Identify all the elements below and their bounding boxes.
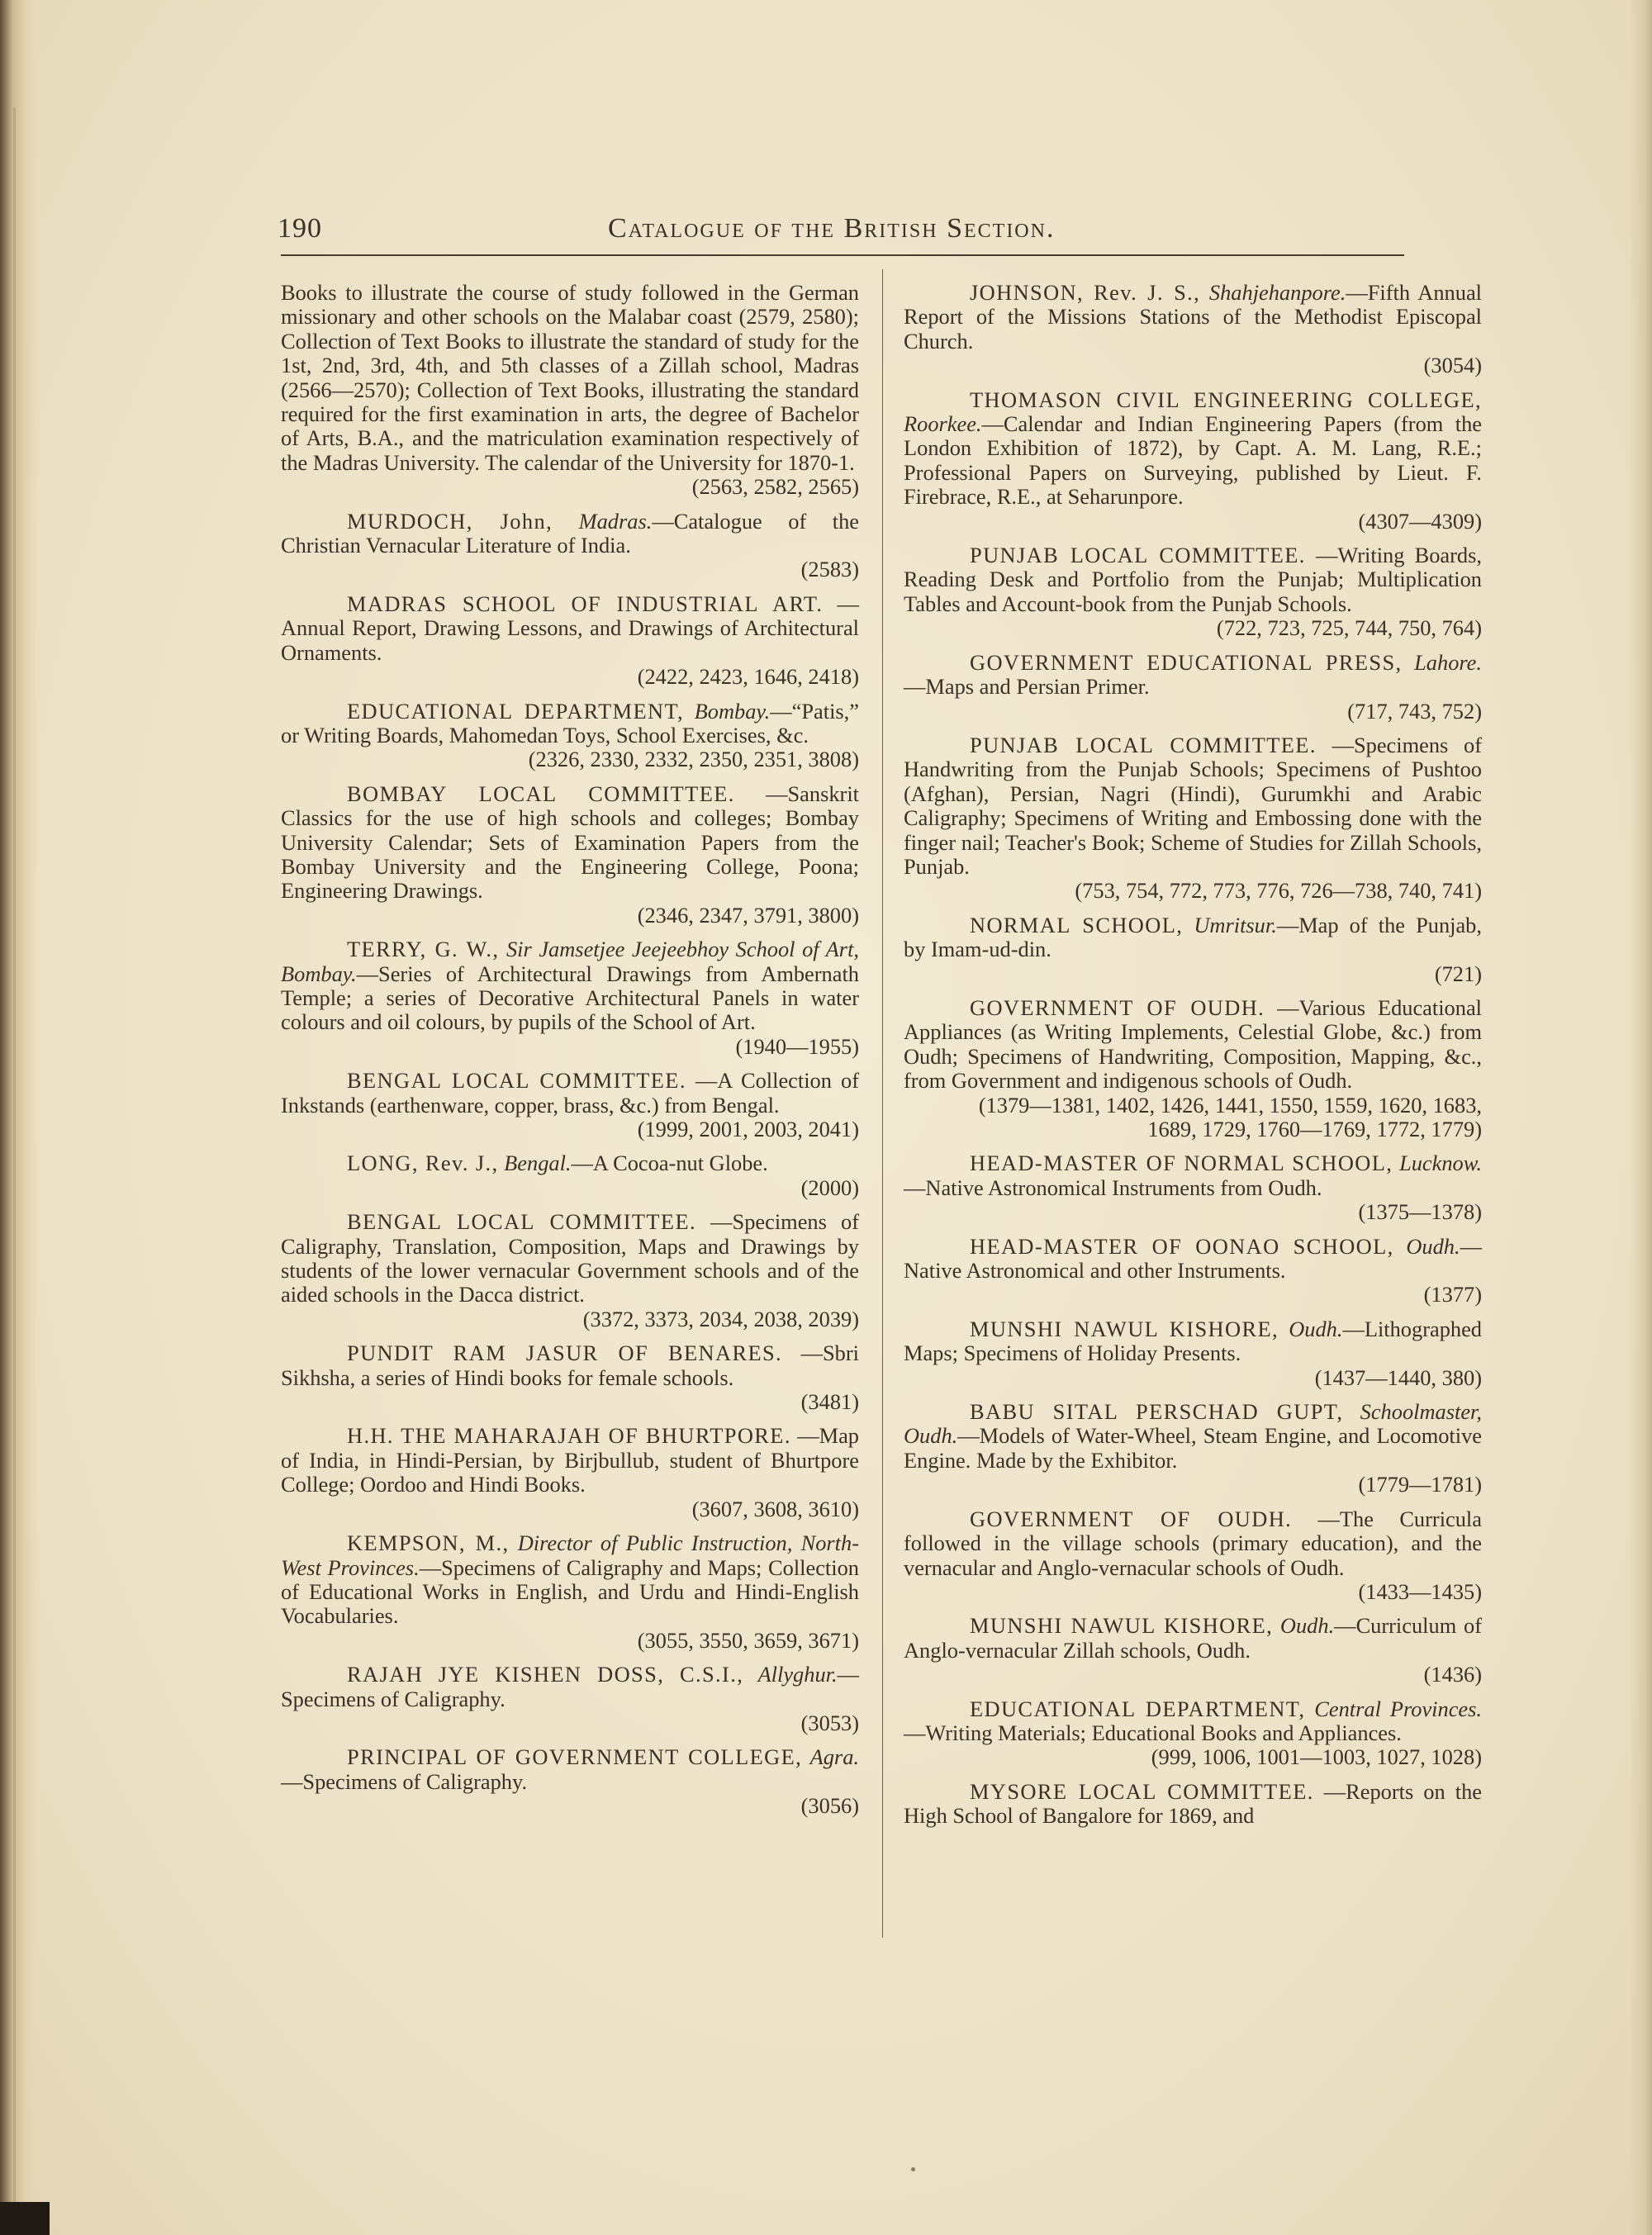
catalogue-entry (904, 733, 1482, 904)
entry-description: Books to illustrate the course of study followed in the German missionary and other schools on the Malabar coast (2579, 2580); Collection of Text Books to illustrate the standard of study for the 1st, 2nd, 3rd, 4th, and 5th classes of a Zillah school, Madras (2566—2570); Collection of Text Books, illustrating the standard required for the first examination in arts, the degree of Bachelor of Arts, B.A., and the matriculation examination respectively of the Madras University. The calendar of the University for 1870-1. (281, 280, 859, 475)
entry-place: Bengal. (504, 1151, 572, 1176)
entry-catalogue-numbers: (1433—1435) (1358, 1578, 1482, 1604)
entry-exhibitor: MYSORE LOCAL COMMITTEE. (970, 1778, 1314, 1804)
entry-description: —Specimens of Caligraphy. (281, 1768, 528, 1794)
entry-exhibitor: JOHNSON, Rev. J. S., (970, 280, 1201, 305)
entry-exhibitor: EDUCATIONAL DEPARTMENT, (970, 1696, 1306, 1721)
entry-catalogue-numbers: (717, 743, 752) (1347, 698, 1482, 724)
entry-catalogue-numbers: (1437—1440, 380) (1314, 1364, 1482, 1390)
entry-place: Director of Public Instruction, North-West Provinces. (281, 1530, 859, 1580)
entry-catalogue-numbers: (3481) (800, 1389, 859, 1415)
entry-description: —Fifth Annual Report of the Missions Stations of the Methodist Episcopal Church. (904, 280, 1482, 354)
entry-catalogue-numbers: (4307—4309) (1358, 508, 1482, 534)
entry-catalogue-numbers: (3053) (800, 1710, 859, 1735)
entry-place: Umritsur. (1194, 912, 1277, 937)
catalogue-entry (904, 996, 1482, 1141)
entry-place: Allyghur. (757, 1662, 838, 1687)
entry-description: —A Cocoa-nut Globe. (571, 1151, 768, 1176)
entry-place: Sir Jamsetjee Jeejeebhoy School of Art, Bombay. (281, 937, 859, 986)
entry-catalogue-numbers: (753, 754, 772, 773, 776, 726—738, 740, 741) (1075, 878, 1482, 904)
entry-description: —Curriculum of Anglo-vernacular Zillah schools, Oudh. (904, 1613, 1482, 1663)
entry-catalogue-numbers: (2422, 2423, 1646, 2418) (637, 664, 859, 690)
catalogue-entry (904, 651, 1482, 724)
entry-description: —Map of India, in Hindi-Persian, by Birjbullub, student of Bhurtpore College; Oordoo and Hindi Books. (281, 1423, 859, 1497)
entry-exhibitor: MADRAS SCHOOL OF INDUSTRIAL ART. (347, 591, 824, 616)
catalogue-entry (904, 1235, 1482, 1307)
page-edge (1629, 0, 1652, 2235)
entry-exhibitor: TERRY, G. W., (347, 937, 500, 962)
entry-description: —Maps and Persian Primer. (904, 674, 1150, 700)
entry-place: Oudh. (1406, 1233, 1460, 1259)
entry-catalogue-numbers: (1779—1781) (1358, 1472, 1482, 1497)
entry-exhibitor: LONG, Rev. J., (347, 1151, 499, 1176)
entry-place: Central Provinces. (1314, 1696, 1482, 1721)
catalogue-entry (281, 1424, 859, 1521)
catalogue-entry (281, 1745, 859, 1818)
catalogue-entry (281, 510, 859, 582)
entry-exhibitor: HEAD-MASTER OF OONAO SCHOOL, (970, 1233, 1394, 1259)
entry-description: —“Patis,” or Writing Boards, Mahomedan Toys, School Exercises, &c. (281, 698, 859, 747)
catalogue-entry (904, 1697, 1482, 1770)
catalogue-entry (904, 281, 1482, 378)
entry-description: —Sanskrit Classics for the use of high schools and colleges; Bombay University Calendar; Sets of Examination Papers from the Bombay University and the Engineering College, Poona; Engineering Drawings. (281, 781, 859, 904)
entry-catalogue-numbers: (1377) (1423, 1282, 1482, 1307)
entry-exhibitor: GOVERNMENT EDUCATIONAL PRESS, (970, 649, 1403, 675)
right-column (904, 281, 1482, 1839)
catalogue-entry (281, 281, 859, 500)
entry-exhibitor: H.H. THE MAHARAJAH OF BHURTPORE. (347, 1423, 791, 1449)
entry-exhibitor: BENGAL LOCAL COMMITTEE. (347, 1068, 686, 1094)
entry-description: —Sbri Sikhsha, a series of Hindi books for female schools. (281, 1341, 859, 1390)
entry-exhibitor: THOMASON CIVIL ENGINEERING COLLEGE, (970, 387, 1482, 412)
entry-description: —Specimens of Caligraphy, Translation, Composition, Maps and Drawings by students of the lower vernacular Government schools and of the aided schools in the Dacca district. (281, 1209, 860, 1307)
catalogue-entry (281, 1663, 859, 1735)
entry-place: Roorkee. (904, 411, 982, 437)
entry-description: —Reports on the High School of Bangalore for 1869, and (904, 1778, 1482, 1829)
entry-catalogue-numbers: (999, 1006, 1001—1003, 1027, 1028) (1151, 1744, 1482, 1770)
entry-place: Madras. (578, 508, 653, 534)
entry-place: Shahjehanpore. (1208, 280, 1346, 305)
catalogue-entry (904, 388, 1482, 534)
entry-exhibitor: BABU SITAL PERSCHAD GUPT, (970, 1399, 1344, 1425)
entry-exhibitor: MUNSHI NAWUL KISHORE, (970, 1316, 1279, 1341)
entry-place: Lahore. (1414, 649, 1482, 675)
binding-line (13, 107, 16, 2205)
entry-description: —A Collection of Inkstands (earthenware, copper, brass, &c.) from Bengal. (281, 1068, 859, 1118)
entry-catalogue-numbers: (2563, 2582, 2565) (691, 474, 859, 500)
page-header (278, 213, 1434, 246)
entry-exhibitor: MUNSHI NAWUL KISHORE, (970, 1613, 1274, 1639)
entry-exhibitor: NORMAL SCHOOL, (970, 912, 1184, 937)
entry-exhibitor: HEAD-MASTER OF NORMAL SCHOOL, (970, 1151, 1393, 1176)
entry-catalogue-numbers: (722, 723, 725, 744, 750, 764) (1216, 615, 1482, 641)
entry-description: —The Curricula followed in the village schools (primary education), and the vernacular and Anglo-vernacular schools of Oudh. (904, 1506, 1482, 1580)
entry-description: —Specimens of Caligraphy. (281, 1662, 859, 1711)
column-divider (882, 269, 883, 1938)
entry-catalogue-numbers: (3055, 3550, 3659, 3671) (637, 1627, 859, 1653)
entry-exhibitor: PUNDIT RAM JASUR OF BENARES. (347, 1341, 783, 1366)
catalogue-entry (281, 1531, 859, 1653)
entry-place: Schoolmaster, Oudh. (904, 1399, 1482, 1449)
left-column (281, 281, 859, 1829)
entry-catalogue-numbers: (3372, 3373, 2034, 2038, 2039) (582, 1306, 859, 1331)
entry-description: —Writing Materials; Educational Books and Appliances. (904, 1720, 1402, 1745)
catalogue-entry (904, 543, 1482, 641)
catalogue-entry (281, 592, 859, 690)
running-title: Catalogue of the British Section. (608, 213, 1056, 244)
entry-description: —Writing Boards, Reading Desk and Portfolio from the Punjab; Multiplication Tables and Account-book from the Punjab Schools. (904, 543, 1482, 616)
entry-place: Bombay. (694, 698, 771, 724)
entry-description: —Various Educational Appliances (as Writing Implements, Celestial Globe, &c.) from Oudh; Specimens of Handwriting, Composition, Mapping, &c., from Government and indigenous schools of Oudh. (904, 994, 1482, 1094)
entry-description: —Map of the Punjab, by Imam-ud-din. (904, 912, 1482, 962)
catalogue-entry (904, 1400, 1482, 1497)
entry-exhibitor: BOMBAY LOCAL COMMITTEE. (347, 781, 735, 806)
page-number: 190 (278, 213, 322, 244)
entry-place: Agra. (809, 1744, 859, 1770)
entry-description: —Catalogue of the Christian Vernacular Literature of India. (281, 508, 859, 558)
entry-catalogue-numbers: (1999, 2001, 2003, 2041) (637, 1117, 859, 1141)
entry-description: —Specimens of Caligraphy and Maps; Collection of Educational Works in English, and Urdu and Hindi-English Vocabularies. (281, 1554, 859, 1629)
catalogue-entry (904, 913, 1482, 986)
entry-catalogue-numbers: (3054) (1423, 353, 1482, 378)
catalogue-entry (904, 1780, 1482, 1829)
entry-exhibitor: MURDOCH, John, (347, 508, 553, 534)
entry-place: Oudh. (1279, 1613, 1335, 1639)
entry-catalogue-numbers: (2000) (800, 1174, 859, 1200)
entry-catalogue-numbers: (2326, 2330, 2332, 2350, 2351, 3808) (528, 747, 859, 772)
entry-description: —Models of Water-Wheel, Steam Engine, and Locomotive Engine. Made by the Exhibitor. (904, 1423, 1482, 1473)
entry-place: Oudh. (1289, 1316, 1343, 1341)
catalogue-entry (281, 1210, 859, 1331)
entry-exhibitor: BENGAL LOCAL COMMITTEE. (347, 1209, 696, 1235)
entry-place: Lucknow. (1399, 1151, 1482, 1176)
catalogue-entry (281, 1341, 859, 1414)
entry-exhibitor: GOVERNMENT OF OUDH. (970, 994, 1265, 1020)
entry-catalogue-numbers: (3607, 3608, 3610) (691, 1496, 859, 1521)
catalogue-entry (281, 1151, 859, 1200)
catalogue-entry (281, 937, 859, 1059)
entry-catalogue-numbers: (1375—1378) (1358, 1199, 1482, 1225)
catalogue-entry (904, 1507, 1482, 1605)
catalogue-entry (904, 1151, 1482, 1224)
corner-shadow (0, 2202, 50, 2235)
entry-exhibitor: PUNJAB LOCAL COMMITTEE. (970, 732, 1317, 757)
entry-catalogue-numbers: (2346, 2347, 3791, 3800) (637, 902, 859, 928)
entry-description: —Native Astronomical and other Instruments. (904, 1233, 1482, 1284)
entry-exhibitor: GOVERNMENT OF OUDH. (970, 1506, 1293, 1531)
entry-description: —Specimens of Handwriting from the Punjab Schools; Specimens of Pushtoo (Afghan), Persian, Nagri (Hindi), Gurumkhi and Arabic Caligraphy; Specimens of Writing and Embossing done with the finger nail; Teacher's Book; Scheme of Studies for Zillah Schools, Punjab. (904, 732, 1483, 879)
paper-speck (911, 2167, 915, 2171)
catalogue-entry (281, 782, 859, 928)
entry-description: —Native Astronomical Instruments from Oudh. (904, 1174, 1322, 1200)
entry-exhibitor: EDUCATIONAL DEPARTMENT, (347, 698, 685, 724)
entry-catalogue-numbers: (3056) (800, 1793, 859, 1819)
entry-catalogue-numbers: (1940—1955) (735, 1033, 859, 1059)
catalogue-entry (281, 700, 859, 772)
entry-exhibitor: KEMPSON, M., (347, 1530, 510, 1556)
entry-exhibitor: PRINCIPAL OF GOVERNMENT COLLEGE, (347, 1744, 803, 1770)
catalogue-entry (904, 1614, 1482, 1687)
book-spine-shadow (0, 0, 38, 2235)
header-rule (281, 254, 1404, 256)
entry-catalogue-numbers: (2583) (800, 557, 859, 582)
entry-description: —Calendar and Indian Engineering Papers (from the London Exhibition of 1872), by Capt. A. M. Lang, R.E.; Professional Papers on Surveying, published by Lieut. F. Firebrace, R.E., at Seharunpore. (904, 411, 1482, 510)
entry-exhibitor: RAJAH JYE KISHEN DOSS, C.S.I., (347, 1662, 744, 1687)
entry-catalogue-numbers: (721) (1434, 961, 1482, 986)
entry-catalogue-numbers: (1436) (1423, 1662, 1482, 1687)
entry-catalogue-numbers: (1379—1381, 1402, 1426, 1441, 1550, 1559, 1620, 1683, 1689, 1729, 1760—1769, 1772, 1779) (978, 1092, 1482, 1141)
entry-description: —Lithographed Maps; Specimens of Holiday Presents. (904, 1316, 1482, 1366)
entry-exhibitor: PUNJAB LOCAL COMMITTEE. (970, 543, 1306, 568)
catalogue-entry (281, 1069, 859, 1141)
entry-description: —Series of Architectural Drawings from Ambernath Temple; a series of Decorative Architectural Panels in water colours and oil colours, by pupils of the School of Art. (281, 961, 859, 1035)
catalogue-entry (904, 1317, 1482, 1390)
entry-description: —Annual Report, Drawing Lessons, and Drawings of Architectural Ornaments. (281, 591, 859, 665)
